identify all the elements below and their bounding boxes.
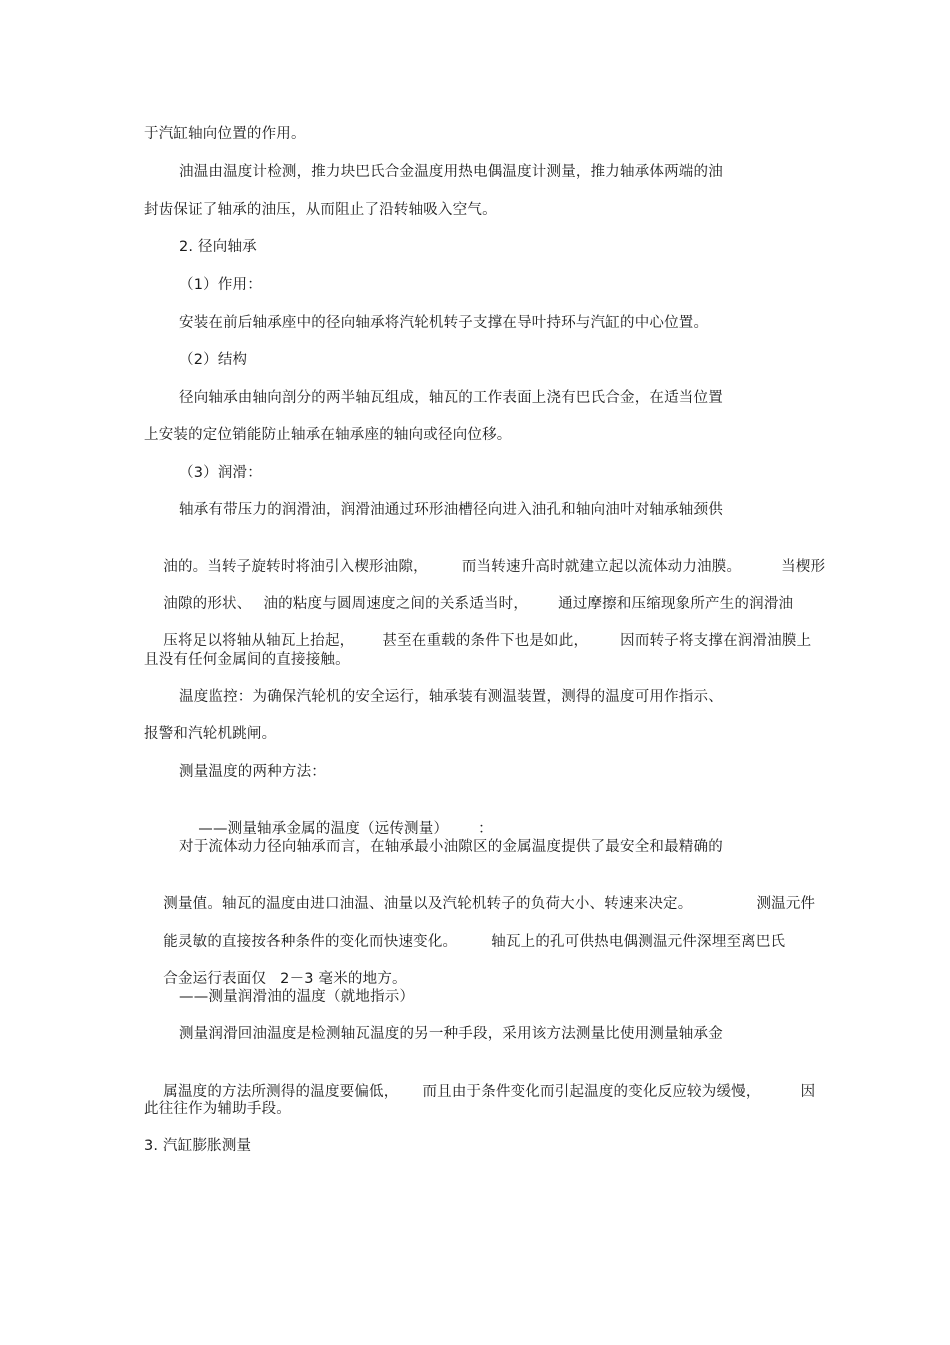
text-span: 而当转速升高时就建立起以流体动力油膜。 — [461, 559, 742, 575]
text-line: 此往往作为辅助手段。 — [144, 1101, 291, 1117]
text-span: 能灵敏的直接按各种条件的变化而快速变化。 — [163, 934, 458, 950]
text-line: 轴承有带压力的润滑油，润滑油通过环形油槽径向进入油孔和轴向油叶对轴承轴颈供 — [179, 502, 723, 518]
text-line: 上安装的定位销能防止轴承在轴承座的轴向或径向位移。 — [144, 427, 512, 443]
text-span: 因 — [800, 1084, 816, 1100]
text-span: 属温度的方法所测得的温度要偏低， — [163, 1084, 399, 1100]
text-line: 径向轴承由轴向剖分的两半轴瓦组成，轴瓦的工作表面上浇有巴氏合金，在适当位置 — [179, 390, 723, 406]
text-span: 油的。当转子旋转时将油引入楔形油隙， — [163, 559, 428, 575]
subsection-heading: （3）润滑： — [179, 465, 262, 481]
text-span: ： — [478, 821, 493, 837]
text-span: ——测量轴承金属的温度（远传测量） — [198, 821, 449, 837]
text-line: 对于流体动力径向轴承而言，在轴承最小油隙区的金属温度提供了最安全和最精确的 — [179, 839, 723, 855]
text-span: 通过摩擦和压缩现象所产生的润滑油 — [558, 596, 794, 612]
text-line: 温度监控：为确保汽轮机的安全运行，轴承装有测温装置，测得的温度可用作指示、 — [179, 689, 723, 705]
subsection-heading: （1）作用： — [179, 277, 262, 293]
text-line: 安装在前后轴承座中的径向轴承将汽轮机转子支撑在导叶持环与汽缸的中心位置。 — [179, 315, 709, 331]
text-span: 因而转子将支撑在润滑油膜上 — [620, 633, 812, 649]
text-span: 测量值。轴瓦的温度由进口油温、油量以及汽轮机转子的负荷大小、转速来决定。 — [163, 896, 693, 912]
text-span: 甚至在重载的条件下也是如此， — [382, 633, 589, 649]
text-line: 于汽缸轴向位置的作用。 — [144, 126, 306, 142]
text-span: 油的粘度与圆周速度之间的关系适当时， — [263, 596, 529, 612]
text-span: 轴瓦上的孔可供热电偶测温元件深埋至离巴氏 — [491, 934, 786, 950]
text-span: 2－3 毫米的地方。 — [280, 971, 407, 987]
text-line: 测量温度的两种方法： — [179, 764, 326, 780]
text-line: ——测量润滑油的温度（就地指示） — [179, 989, 415, 1005]
text-span: 压将足以将轴从轴瓦上抬起， — [163, 633, 355, 649]
section-heading: 2. 径向轴承 — [179, 239, 257, 255]
text-span: 当楔形 — [781, 559, 826, 575]
subsection-heading: （2）结构 — [179, 352, 248, 368]
section-heading: 3. 汽缸膨胀测量 — [144, 1138, 252, 1154]
text-line: 封齿保证了轴承的油压，从而阻止了沿转轴吸入空气。 — [144, 202, 497, 218]
text-line: 且没有任何金属间的直接接触。 — [144, 652, 350, 668]
text-span: 合金运行表面仅 — [163, 971, 267, 987]
text-span: 油隙的形状、 — [163, 596, 252, 612]
text-line: 测量润滑回油温度是检测轴瓦温度的另一种手段，采用该方法测量比使用测量轴承金 — [179, 1026, 723, 1042]
text-line: 油温由温度计检测，推力块巴氏合金温度用热电偶温度计测量，推力轴承体两端的油 — [179, 164, 723, 180]
text-span: 测温元件 — [756, 896, 816, 912]
text-line: 报警和汽轮机跳闸。 — [144, 726, 277, 742]
text-span: 而且由于条件变化而引起温度的变化反应较为缓慢， — [422, 1084, 761, 1100]
